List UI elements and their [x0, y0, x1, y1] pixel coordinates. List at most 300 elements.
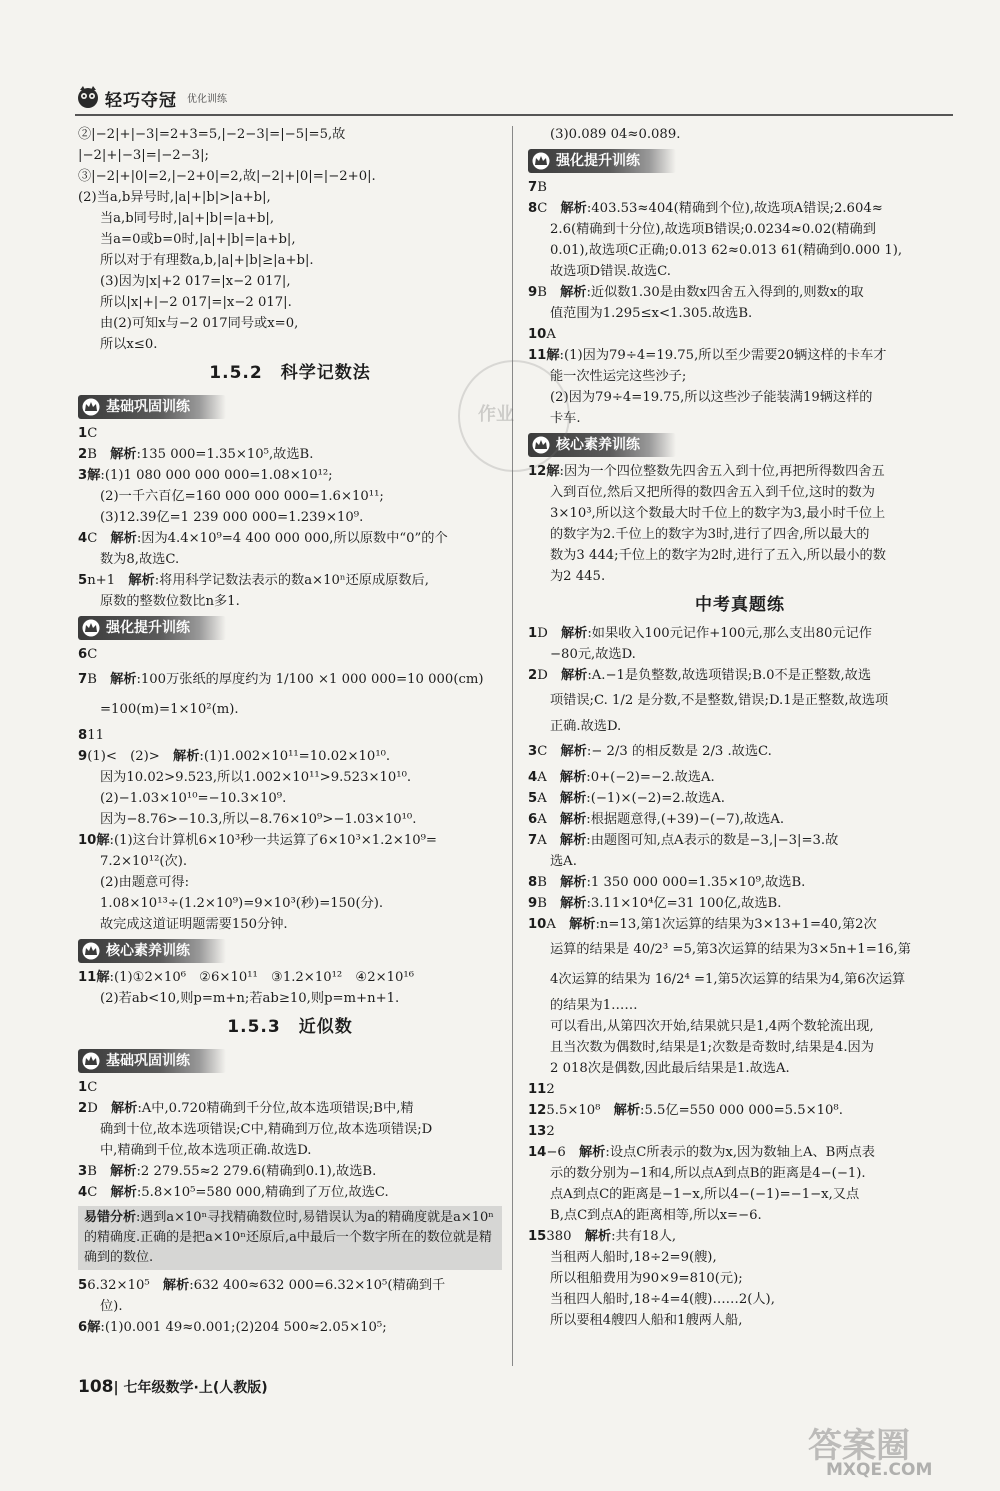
question-number: 10: [78, 833, 97, 848]
answer-line: [528, 809, 952, 830]
question-number: 15: [528, 1229, 547, 1244]
owl-logo-icon: [75, 84, 101, 110]
answer-line: [78, 665, 502, 695]
answer-keyword: 解析: [579, 1145, 606, 1160]
line-text: (3)12.39亿=1 239 000 000=1.239×10⁹.: [100, 510, 364, 525]
answer-line: [528, 1226, 952, 1247]
page-header: [75, 84, 955, 112]
question-number: 9: [528, 896, 538, 911]
answer-line: [78, 444, 502, 465]
answer-line: [78, 250, 502, 271]
question-number: 7: [78, 672, 88, 687]
answer-line: [528, 716, 952, 737]
answer-keyword: 解析: [173, 749, 200, 764]
answer-keyword: 解析: [110, 1185, 137, 1200]
answer-line: [78, 893, 502, 914]
answer-text: :A.−1是负整数,故选项错误;B.0不是正整数,故选: [587, 668, 872, 683]
answer-line: [78, 1275, 502, 1296]
section-title: 中考真题练: [695, 595, 785, 615]
section-banner: [78, 395, 226, 419]
line-text: 因为10.02>9.523,所以1.002×10¹¹>9.523×10¹⁰.: [100, 770, 412, 785]
answer-line: [78, 124, 502, 145]
answer-keyword: 解析: [560, 744, 587, 759]
answer-line: [78, 695, 502, 725]
section-banner: [78, 939, 226, 963]
line-text: ③|−2|+|0|=2,|−2+0|=2,故|−2|+|0|=|−2+0|.: [78, 169, 376, 184]
answer-keyword: 解析: [560, 626, 588, 641]
line-text: 卡车.: [550, 411, 581, 426]
line-text: 当a,b同号时,|a|+|b|=|a+b|,: [100, 211, 275, 226]
answer-text: :− 2/3 的相反数是 2/3 .故选C.: [586, 744, 772, 759]
line-text: 正确.故选D.: [550, 719, 622, 734]
answer-line: [528, 324, 952, 345]
line-text: |−2|+|−3|=|−2−3|;: [78, 148, 209, 163]
answer-keyword: 解: [96, 970, 110, 985]
line-text: A: [537, 833, 560, 848]
answer-keyword: 解析: [559, 812, 587, 827]
answer-keyword: 解析: [559, 833, 587, 848]
question-number: 11: [78, 970, 97, 985]
left-column: [78, 124, 502, 1338]
line-text: 故完成这道证明题需要150分钟.: [100, 917, 288, 932]
homework-stamp: [458, 360, 570, 472]
answer-line: [78, 570, 502, 591]
site-watermark: [804, 1418, 974, 1482]
answer-line: [528, 1037, 952, 1058]
line-text: 的结果为1……: [550, 998, 638, 1013]
line-text: C: [537, 744, 561, 759]
line-text: A: [537, 791, 560, 806]
error-analysis-note: [78, 1206, 502, 1270]
line-text: 项错误;C. 1/2 是分数,不是整数,错误;D.1是正整数,故选项: [550, 693, 889, 708]
answer-line: [78, 465, 502, 486]
brand-name: 轻巧夺冠: [105, 91, 177, 111]
answer-line: [528, 623, 952, 644]
answer-line: [528, 965, 952, 995]
answer-text: :(1)①2×10⁶ ②6×10¹¹ ③1.2×10¹² ④2×10¹⁶: [109, 970, 414, 985]
answer-line: [78, 746, 502, 767]
answer-line: [528, 408, 952, 429]
line-text: 当租两人船时,18÷2=9(艘),: [550, 1250, 717, 1265]
watermark-url: MXQE.COM: [826, 1460, 933, 1480]
answer-line: [78, 1182, 502, 1203]
line-text: 380: [546, 1229, 585, 1244]
answer-line: [78, 229, 502, 250]
answer-keyword: 解析: [584, 1229, 612, 1244]
question-number: 8: [528, 875, 538, 890]
answer-line: [78, 1098, 502, 1119]
section-banner: [78, 1049, 226, 1073]
page-number: 108: [78, 1377, 114, 1397]
section-title: 1.5.3 近似数: [227, 1017, 353, 1037]
line-text: 为2 445.: [550, 569, 606, 584]
answer-text: :3.11×10⁴亿=31 100亿,故选B.: [586, 896, 782, 911]
question-number: 6: [78, 1320, 88, 1335]
answer-line: [78, 423, 502, 444]
answer-line: [528, 1310, 952, 1331]
line-text: (3)因为|x|+2 017=|x−2 017|,: [100, 274, 291, 289]
question-number: 13: [528, 1124, 547, 1139]
answer-text: :如果收入100元记作+100元,那么支出80元记作: [587, 626, 872, 641]
line-text: 所以|x|+|−2 017|=|x−2 017|.: [100, 295, 292, 310]
answer-keyword: 解析: [560, 201, 587, 216]
answer-keyword: 解析: [110, 531, 137, 546]
answer-line: [78, 507, 502, 528]
answer-text: :因为一个四位整数先四舍五入到十位,再把所得数四舍五: [559, 464, 885, 479]
line-text: (2)一千六百亿=160 000 000 000=1.6×10¹¹;: [100, 489, 384, 504]
line-text: C: [87, 1185, 111, 1200]
answer-text: :(1)1.002×10¹¹=10.02×10¹⁰.: [199, 749, 391, 764]
watermark-title: 答案圈: [808, 1426, 910, 1466]
book-label: 七年级数学·上(人教版): [123, 1380, 268, 1396]
answer-text: :2 279.55≈2 279.6(精确到0.1),故选B.: [136, 1164, 377, 1179]
answer-text: :共有18人,: [611, 1229, 677, 1244]
line-text: 点A到点C的距离是−1−x,所以4−(−1)=−1−x,又点: [550, 1187, 860, 1202]
line-text: (2)−1.03×10¹⁰=−10.3×10⁹.: [100, 791, 287, 806]
answer-line: [528, 788, 952, 809]
answer-line: [78, 1317, 502, 1338]
crown-icon: [82, 1052, 100, 1070]
answer-line: [528, 524, 952, 545]
answer-line: [78, 809, 502, 830]
answer-line: [528, 261, 952, 282]
answer-line: [78, 1296, 502, 1317]
banner-label: 核心素养训练: [106, 943, 190, 959]
section-banner: [528, 149, 676, 173]
section-title: 1.5.2 科学记数法: [209, 363, 371, 383]
line-text: 5.5×10⁸: [546, 1103, 614, 1118]
line-text: 示的数分别为−1和4,所以点A到点B的距离是4−(−1).: [550, 1166, 866, 1181]
answer-keyword: 解: [546, 348, 560, 363]
answer-line: [528, 665, 952, 686]
crown-icon: [82, 942, 100, 960]
line-text: 6.32×10⁵: [87, 1278, 163, 1293]
answer-keyword: 解析: [128, 573, 155, 588]
answer-line: [78, 292, 502, 313]
stamp-text: 作业: [478, 404, 514, 425]
question-number: 12: [528, 1103, 547, 1118]
question-number: 9: [528, 285, 538, 300]
answer-text: :由题图可知,点A表示的数是−3,|−3|=3.故: [586, 833, 839, 848]
answer-text: :(1)这台计算机6×10³秒一共运算了6×10³×1.2×10⁹=: [109, 833, 437, 848]
line-text: 位).: [100, 1299, 123, 1314]
answer-line: [528, 461, 952, 482]
answer-keyword: 解析: [559, 791, 587, 806]
answer-line: [528, 767, 952, 788]
answer-text: :(−1)×(−2)=2.故选A.: [586, 791, 725, 806]
answer-text: :根据题意得,(+39)−(−7),故选A.: [586, 812, 785, 827]
line-text: n+1: [87, 573, 129, 588]
brand-subtitle: 优化训练: [187, 94, 227, 105]
question-number: 2: [78, 1101, 88, 1116]
banner-label: 基础巩固训练: [106, 1053, 190, 1069]
answer-line: [78, 767, 502, 788]
line-text: A: [546, 917, 570, 932]
answer-line: [528, 545, 952, 566]
line-text: 0.01),故选项C正确;0.013 62≈0.013 61(精确到0.000 1),: [550, 243, 903, 258]
question-number: 14: [528, 1145, 547, 1160]
line-text: 原数的整数位数比n多1.: [100, 594, 240, 609]
answer-keyword: 解析: [110, 1101, 138, 1116]
line-text: A: [537, 770, 560, 785]
answer-line: [78, 967, 502, 988]
line-text: 2: [546, 1082, 555, 1097]
line-text: 能一次性运完这些沙子;: [550, 369, 687, 384]
crown-icon: [82, 398, 100, 416]
line-text: 4次运算的结果为 16/2⁴ =1,第5次运算的结果为4,第6次运算: [550, 972, 906, 987]
line-text: B: [537, 180, 547, 195]
answer-line: [78, 187, 502, 208]
line-text: 3×10³,所以这个数最大时千位上的数字为3,最小时千位上: [550, 506, 886, 521]
answer-line: [528, 995, 952, 1016]
answer-keyword: 解析: [559, 770, 587, 785]
question-number: 2: [78, 447, 88, 462]
question-number: 5: [78, 1278, 88, 1293]
question-number: 3: [78, 468, 88, 483]
answer-line: [528, 387, 952, 408]
answer-line: [78, 830, 502, 851]
question-number: 5: [528, 791, 538, 806]
answer-line: [78, 788, 502, 809]
line-text: 所以租船费用为90×9=810(元);: [550, 1271, 743, 1286]
answer-line: [528, 198, 952, 219]
line-text: 2 018次是偶数,因此最后结果是1.故选A.: [550, 1061, 790, 1076]
answer-line: [528, 830, 952, 851]
line-text: −80元,故选D.: [550, 647, 636, 662]
banner-label: 基础巩固训练: [106, 399, 190, 415]
answer-line: [528, 1289, 952, 1310]
answer-line: [528, 219, 952, 240]
question-number: 1: [78, 1080, 88, 1095]
answer-line: [78, 271, 502, 292]
question-number: 6: [78, 647, 88, 662]
answer-keyword: 解析: [560, 285, 587, 300]
answer-line: [78, 313, 502, 334]
question-number: 3: [78, 1164, 88, 1179]
answer-line: [78, 166, 502, 187]
crown-icon: [532, 152, 550, 170]
answer-keyword: 解析: [110, 672, 137, 687]
note-keyword: 易错分析: [84, 1210, 137, 1225]
line-text: C: [87, 1080, 98, 1095]
line-text: (2)因为79÷4=19.75,所以这些沙子能装满19辆这样的: [550, 390, 873, 405]
answer-line: [528, 1016, 952, 1037]
answer-line: [528, 1268, 952, 1289]
answer-text: :将用科学记数法表示的数a×10ⁿ还原成原数后,: [154, 573, 429, 588]
answer-keyword: 解析: [560, 668, 588, 683]
answer-line: [528, 686, 952, 716]
answer-line: [78, 988, 502, 1009]
answer-text: :100万张纸的厚度约为 1/100 ×1 000 000=10 000(cm): [136, 672, 484, 687]
answer-text: :因为4.4×10⁹=4 400 000 000,所以原数中“0”的个: [136, 531, 448, 546]
answer-text: :A中,0.720精确到千分位,故本选项错误;B中,精: [137, 1101, 414, 1116]
banner-label: 核心素养训练: [556, 437, 640, 453]
line-text: 入到百位,然后又把所得的数四舍五入到千位,这时的数为: [550, 485, 875, 500]
answer-line: [78, 1140, 502, 1161]
answer-line: [78, 1119, 502, 1140]
line-text: B: [87, 447, 111, 462]
answer-keyword: 解: [87, 1320, 101, 1335]
answer-text: :632 400≈632 000=6.32×10⁵(精确到千: [189, 1278, 446, 1293]
answer-keyword: 解: [546, 464, 560, 479]
line-text: (1)< (2)>: [87, 749, 174, 764]
page-footer: 108| 七年级数学·上(人教版): [78, 1377, 268, 1397]
line-text: 所以要租4艘四人船和1艘两人船,: [550, 1313, 743, 1328]
answer-line: [528, 893, 952, 914]
question-number: 7: [528, 180, 538, 195]
question-number: 1: [528, 626, 538, 641]
answer-line: [78, 1161, 502, 1182]
header-rule: [75, 114, 953, 116]
line-text: 11: [87, 728, 104, 743]
banner-label: 强化提升训练: [106, 620, 190, 636]
question-number: 3: [528, 744, 538, 759]
line-text: C: [87, 647, 98, 662]
answer-line: [528, 1247, 952, 1268]
line-text: (2)当a,b异号时,|a|+|b|>|a+b|,: [78, 190, 271, 205]
answer-line: [528, 1205, 952, 1226]
answer-line: [78, 549, 502, 570]
line-text: 数为8,故选C.: [100, 552, 180, 567]
line-text: B: [537, 875, 561, 890]
answer-text: :(1)1 080 000 000 000=1.08×10¹²;: [100, 468, 333, 483]
answer-keyword: 解析: [560, 896, 587, 911]
answer-line: [78, 528, 502, 549]
line-text: (2)若ab<10,则p=m+n;若ab≥10,则p=m+n+1.: [100, 991, 400, 1006]
line-text: 故选项D错误.故选C.: [550, 264, 671, 279]
line-text: D: [537, 626, 561, 641]
line-text: B: [537, 285, 561, 300]
question-number: 4: [528, 770, 538, 785]
answer-line: [78, 145, 502, 166]
answer-line: [78, 644, 502, 665]
crown-icon: [82, 619, 100, 637]
answer-keyword: 解: [96, 833, 110, 848]
question-number: 10: [528, 327, 547, 342]
answer-line: [528, 366, 952, 387]
answer-line: [528, 872, 952, 893]
question-number: 8: [78, 728, 88, 743]
line-text: 所以x≤0.: [100, 337, 158, 352]
right-column: [528, 124, 952, 1331]
answer-keyword: 解析: [110, 447, 137, 462]
banner-label: 强化提升训练: [556, 153, 640, 169]
answer-line: [528, 124, 952, 145]
question-number: 10: [528, 917, 547, 932]
answer-text: :近似数1.30是由数x四舍五入得到的,则数x的取: [586, 285, 864, 300]
line-text: 当租四人船时,18÷4=4(艘)……2(人),: [550, 1292, 775, 1307]
answer-keyword: 解析: [110, 1164, 137, 1179]
line-text: 所以对于有理数a,b,|a|+|b|≥|a+b|.: [100, 253, 314, 268]
answer-line: [78, 334, 502, 355]
line-text: 确到十位,故本选项错误;C中,精确到万位,故本选项错误;D: [100, 1122, 433, 1137]
answer-line: [528, 303, 952, 324]
line-text: C: [537, 201, 561, 216]
answer-line: [528, 1163, 952, 1184]
line-text: 中,精确到千位,故本选项正确.故选D.: [100, 1143, 312, 1158]
answer-text: :设点C所表示的数为x,因为数轴上A、B两点表: [605, 1145, 875, 1160]
line-text: =100(m)=1×10²(m).: [100, 702, 239, 717]
answer-line: [78, 591, 502, 612]
answer-line: [528, 1100, 952, 1121]
line-text: B: [537, 896, 561, 911]
line-text: 选A.: [550, 854, 577, 869]
line-text: C: [87, 531, 111, 546]
question-number: 11: [528, 348, 547, 363]
answer-text: :5.5亿=550 000 000=5.5×10⁸.: [640, 1103, 843, 1118]
line-text: 由(2)可知x与−2 017同号或x=0,: [100, 316, 299, 331]
question-number: 12: [528, 464, 547, 479]
column-divider: [512, 126, 513, 1366]
line-text: 可以看出,从第四次开始,结果就只是1,4两个数轮流出现,: [550, 1019, 874, 1034]
line-text: (3)0.089 04≈0.089.: [550, 127, 681, 142]
question-number: 11: [528, 1082, 547, 1097]
line-text: 当a=0或b=0时,|a|+|b|=|a+b|,: [100, 232, 296, 247]
answer-keyword: 解析: [569, 917, 596, 932]
line-text: 2: [546, 1124, 555, 1139]
note-text: :遇到a×10ⁿ寻找精确数位时,易错误认为a的精确度就是a×10ⁿ的精确度.正确的是把a×10ⁿ还原后,a中最后一个数字所在的数位就是精确到的数位.: [84, 1210, 494, 1265]
line-text: 因为−8.76>−10.3,所以−8.76×10⁹>−1.03×10¹⁰.: [100, 812, 417, 827]
line-text: −6: [546, 1145, 579, 1160]
answer-keyword: 解析: [560, 875, 587, 890]
answer-line: [528, 482, 952, 503]
answer-line: [528, 1142, 952, 1163]
answer-line: [528, 345, 952, 366]
answer-text: :(1)因为79÷4=19.75,所以至少需要20辆这样的卡车才: [559, 348, 887, 363]
answer-line: [528, 282, 952, 303]
question-number: 4: [78, 531, 88, 546]
question-number: 2: [528, 668, 538, 683]
line-text: B: [87, 1164, 111, 1179]
line-text: B: [87, 672, 111, 687]
answer-text: :5.8×10⁵=580 000,精确到了万位,故选C.: [136, 1185, 389, 1200]
line-text: 的数字为2.千位上的数字为3时,进行了四舍,所以最大的: [550, 527, 870, 542]
line-text: 运算的结果是 40/2³ =5,第3次运算的结果为3×5n+1=16,第: [550, 942, 911, 957]
answer-keyword: 解: [87, 468, 101, 483]
answer-line: [78, 872, 502, 893]
answer-line: [528, 737, 952, 767]
question-number: 6: [528, 812, 538, 827]
answer-text: :(1)0.001 49≈0.001;(2)204 500≈2.05×10⁵;: [100, 1320, 387, 1335]
line-text: 且当次数为偶数时,结果是1;次数是奇数时,结果是4.因为: [550, 1040, 874, 1055]
answer-line: [528, 177, 952, 198]
line-text: A: [546, 327, 556, 342]
answer-line: [528, 1058, 952, 1079]
answer-text: :1 350 000 000=1.35×10⁹,故选B.: [586, 875, 806, 890]
answer-line: [78, 851, 502, 872]
line-text: A: [537, 812, 560, 827]
answer-line: [78, 914, 502, 935]
answer-line: [78, 486, 502, 507]
line-text: 数为3 444;千位上的数字为2时,进行了五入,所以最小的数: [550, 548, 886, 563]
line-text: 7.2×10¹²(次).: [100, 854, 188, 869]
answer-line: [528, 566, 952, 587]
line-text: D: [87, 1101, 111, 1116]
answer-line: [528, 1184, 952, 1205]
line-text: C: [87, 426, 98, 441]
answer-text: :135 000=1.35×10⁵,故选B.: [136, 447, 314, 462]
answer-text: :403.53≈404(精确到个位),故选项A错误;2.604≈: [586, 201, 883, 216]
answer-line: [528, 644, 952, 665]
line-text: D: [537, 668, 561, 683]
answer-keyword: 解析: [613, 1103, 641, 1118]
answer-line: [78, 208, 502, 229]
answer-line: [78, 725, 502, 746]
question-number: 4: [78, 1185, 88, 1200]
answer-line: [528, 503, 952, 524]
answer-text: :0+(−2)=−2.故选A.: [586, 770, 715, 785]
answer-keyword: 解析: [162, 1278, 190, 1293]
